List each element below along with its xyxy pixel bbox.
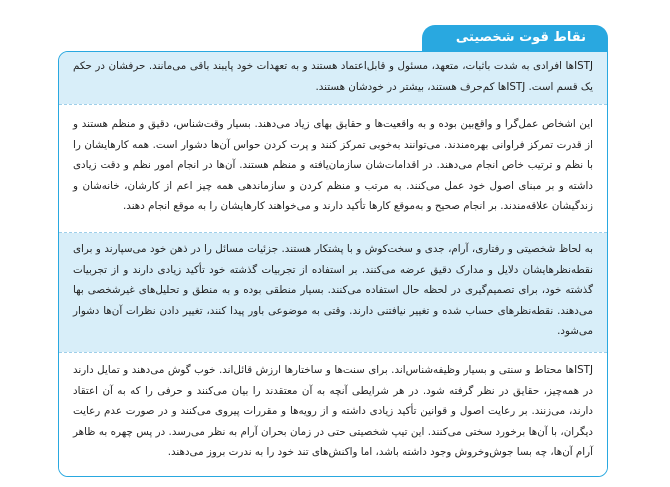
content-box <box>58 51 608 477</box>
paragraph-2: این اشخاص عمل‌گرا و واقع‌بین بوده و به واقعیت‌ها و حقایق بهای زیاد می‌دهند. بسیار وقت‌شناس، دقیق و منظم هستند و از قدرت تمرکز فراوانی بهره‌مندند. می‌توانند به‌خوبی تمرکز کنند و پرت کردن حواس آن‌ها دشوار است. همه کارهایشان را با نظم و ترتیب خاص انجام می‌دهند. در اقدامات‌شان سازمان‌یافته و منظم هستند. آن‌ها در انجام امور نظم و دقت زیادی داشته و بر مبنای اصول خود عمل می‌کنند. به مرتب و منظم کردن و سازماندهی همه چیز اعم از کارشان، خانه‌شان و زندگیشان علاقه‌مندند. بر انجام صحیح و به‌موقع کارها تأکید دارند و می‌خواهند کارهایشان را به موقع انجام دهند. <box>59 105 607 232</box>
paragraph-1: ISTJها افرادی به شدت باثبات، متعهد، مسئول و قابل‌اعتماد هستند و به تعهدات خود پایبند باقی می‌مانند. حرفشان در حکم یک قسم است. ISTJها کم‌حرف هستند، بیشتر در خودشان هستند. <box>59 52 607 104</box>
paragraph-3: به لحاظ شخصیتی و رفتاری، آرام، جدی و سخت‌کوش و با پشتکار هستند. جزئیات مسائل را در ذهن خود می‌سپارند و برای نقطه‌نظرهایشان دلایل و مدارک دقیق عرضه می‌کنند. بر استفاده از تجربیات گذشته خود تأکید زیادی دارند و از تجربیات گذشته خود، برای تصمیم‌گیری در لحظه حال استفاده می‌کنند. بسیار منطقی بوده و به منطق و تحلیل‌های غیرشخصی بها می‌دهند. نقطه‌نظرهای حساب شده و تغییر نیافتنی دارند. وقتی به موضوعی باور پیدا کنند، تغییر دادن نظرات آن‌ها دشوار می‌شود. <box>59 233 607 352</box>
paragraph-4: ISTJها محتاط و سنتی و بسیار وظیفه‌شناس‌اند. برای سنت‌ها و ساختارها ارزش قائل‌اند. خوب گوش می‌دهند و تمایل دارند در همه‌چیز، حقایق در نظر گرفته شود. در هر شرایطی آنچه به آن معتقدند را بیان می‌کنند و حرفی را که به آن اعتقاد دارند، می‌زنند. بر رعایت اصول و قوانین تأکید زیادی داشته و از رویه‌ها و مقررات پیروی می‌کنند و در صورت عدم رعایت دیگران، با آن‌ها برخورد سختی می‌کنند. این تیپ شخصیتی حتی در زمان بحران آرام به نظر می‌رسد. در پس چهره به ظاهر آرام آن‌ها، چه بسا جوش‌وخروش وجود داشته باشد، اما واکنش‌های تند خود را به ندرت بروز می‌دهند. <box>59 353 607 477</box>
section-title-tab: نقاط قوت شخصیتی <box>422 25 608 51</box>
strengths-section <box>58 25 608 477</box>
